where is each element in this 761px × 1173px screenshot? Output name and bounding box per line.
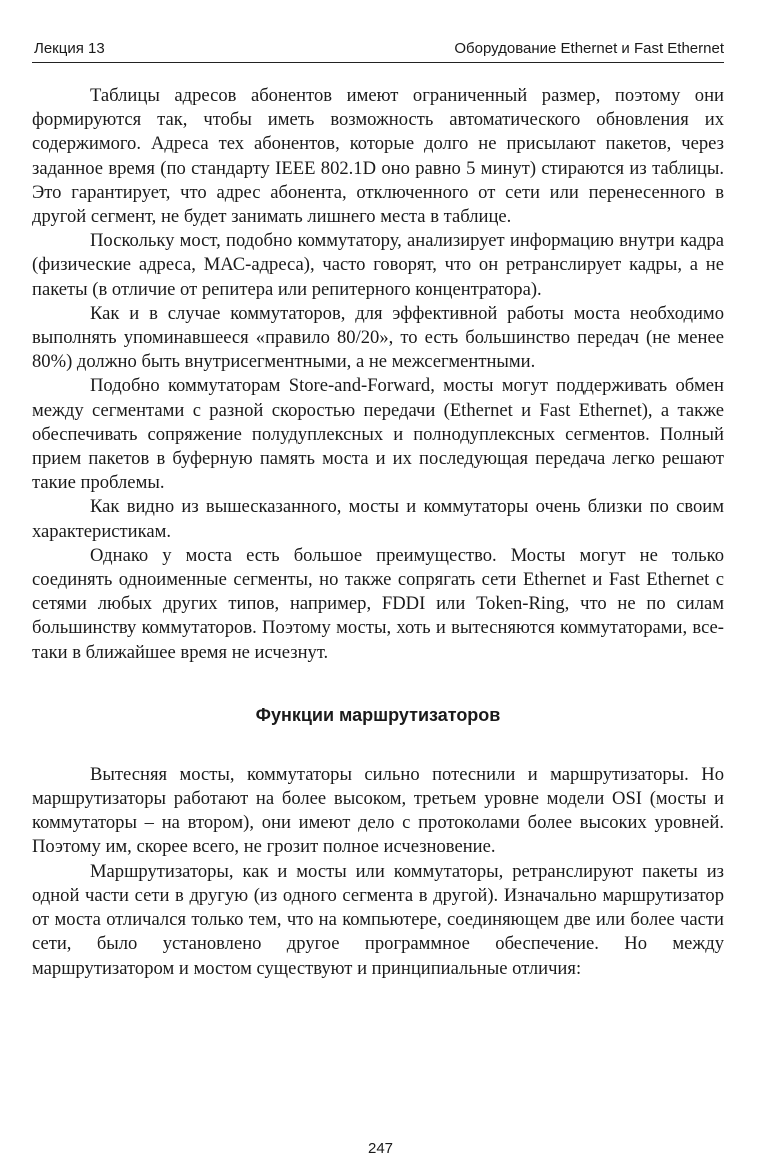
header-chapter-title: Оборудование Ethernet и Fast Ethernet [454, 40, 724, 57]
paragraph-bridge-frames: Поскольку мост, подобно коммутатору, анализирует информацию внутри кадра (физические адреса, МАС-адреса), часто говорят, что он ретранслирует кадры, а не пакеты (в отличие от репитера или репитерного концентратора). [32, 230, 724, 300]
page-body [32, 84, 724, 981]
paragraph-store-and-forward: Подобно коммутаторам Store-and-Forward, мосты могут поддерживать обмен между сегментами с разной скоростью передачи (Ethernet и Fast Ethernet), а также обеспечивать сопряжение полудуплексных и полнодуплексных сегментов. Полный прием пакетов в буферную память моста и их последующая передача легко решают такие проблемы. [32, 375, 724, 494]
page-number: 247 [367, 1140, 394, 1157]
paragraph-bridge-advantage: Однако у моста есть большое преимущество. Мосты могут не только соединять одноименные сегменты, но также сопрягать сети Ethernet и Fast Ethernet с сетями любых других типов, например, FDDI или Token-Ring, что не по силам большинству коммутаторов. Поэтому мосты, хоть и вытесняются коммутаторами, все-таки в ближайшее время не исчезнут. [32, 544, 724, 663]
page-header [32, 38, 724, 63]
paragraph-routers-intro: Вытесняя мосты, коммутаторы сильно потеснили и маршрутизаторы. Но маршрутизаторы работают на более высоком, третьем уровне модели OSI (мосты и коммутаторы – на втором), они имеют дело с протоколами более высоких уровней. Поэтому им, скорее всего, не грозит полное исчезновение. [32, 763, 724, 858]
header-lecture-label: Лекция 13 [34, 40, 105, 57]
paragraph-address-tables: Таблицы адресов абонентов имеют ограниченный размер, поэтому они формируются так, чтобы иметь возможность автоматического обновления их содержимого. Адреса тех абонентов, которые долго не присылают пакетов, через заданное время (по стандарту IEEE 802.1D оно равно 5 минут) стираются из таблицы. Это гарантирует, что адрес абонента, отключенного от сети или перенесенного в другой сегмент, не будет занимать лишнего места в таблице. [32, 85, 724, 228]
section-title: Функции маршрутизаторов [255, 704, 501, 725]
paragraph-rule-80-20: Как и в случае коммутаторов, для эффективной работы моста необходимо выполнять упоминавшееся «правило 80/20», то есть большинство передач (не менее 80%) должно быть внутрисегментными, а не межсегментными. [32, 302, 724, 373]
paragraph-bridges-switches-similar: Как видно из вышесказанного, мосты и коммутаторы очень близки по своим характеристикам. [32, 496, 724, 542]
paragraph-routers-differences: Маршрутизаторы, как и мосты или коммутаторы, ретранслируют пакеты из одной части сети в другую (из одного сегмента в другой). Изначально маршрутизатор от моста отличался только тем, что на компьютере, соединяющем две или более части сети, было установлено другое программное обеспечение. Но между маршрутизатором и мостом существуют и принципиальные отличия: [32, 860, 724, 979]
